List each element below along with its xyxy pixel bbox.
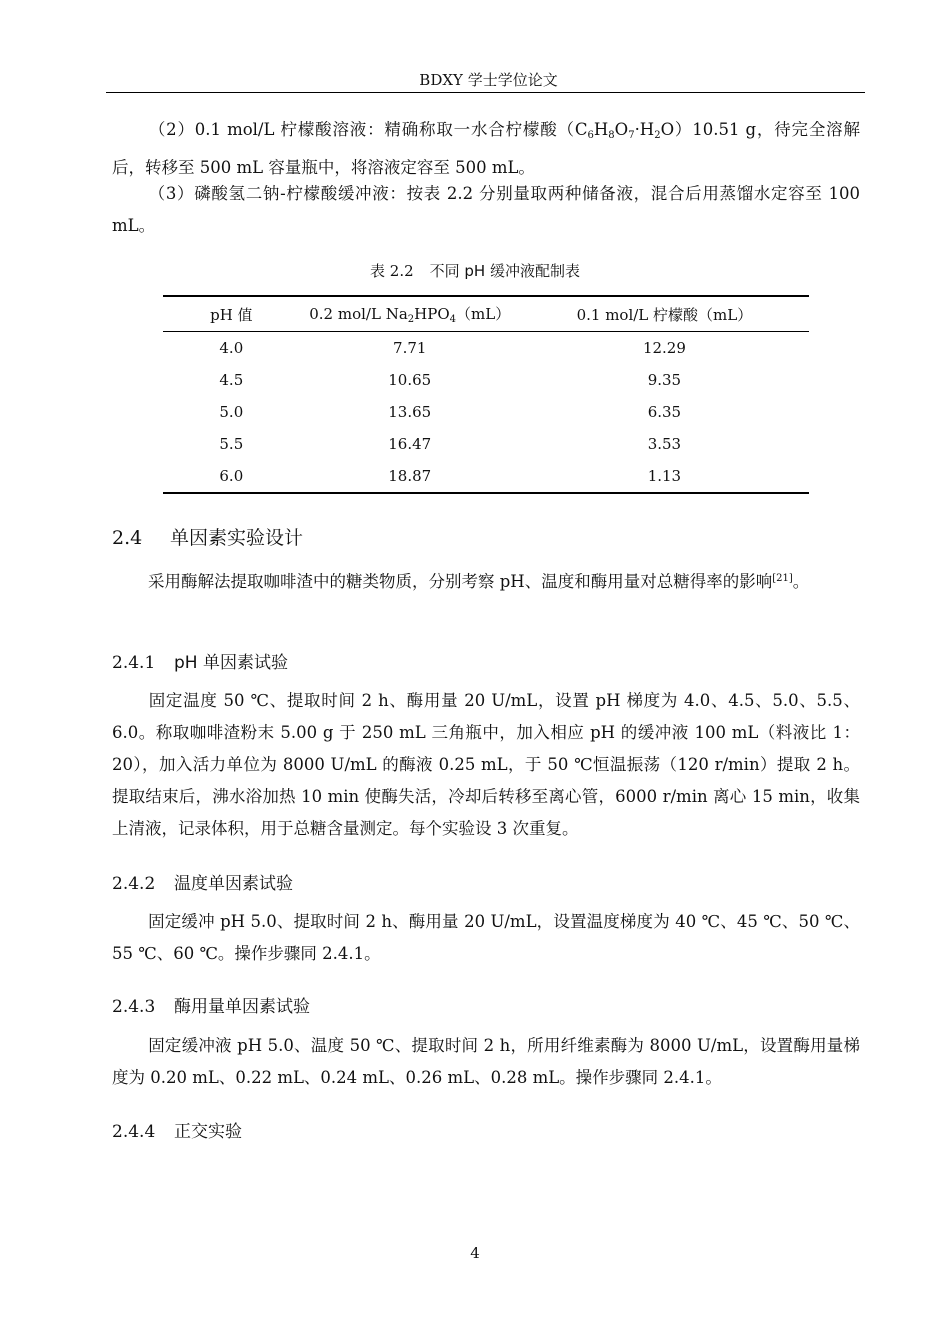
text-run: （mL） <box>456 305 511 323</box>
running-header: BDXY 学士学位论文 <box>419 71 558 89</box>
paragraph-2-4 <box>112 563 860 598</box>
header-citric-acid: 0.1 mol/L 柠檬酸（mL） <box>520 296 809 332</box>
text-run: 固定缓冲液 pH 5.0、温度 50 ℃、提取时间 2 h，所用纤维素酶为 8000 U/mL，设置酶用量梯度为 0.20 mL、0.22 mL、0.24 mL、0.26 mL、0.28 mL。操作步骤同 2.4.1。 <box>112 1036 860 1087</box>
subscript: 6 <box>587 130 594 141</box>
table-cell: 12.29 <box>642 339 686 357</box>
table-cell: 5.5 <box>219 435 244 453</box>
table-row <box>163 460 809 493</box>
section-title: 酶用量单因素试验 <box>174 997 310 1017</box>
section-heading-2-4-4 <box>112 1117 242 1142</box>
text-run: O <box>614 120 629 139</box>
text-run: H <box>593 120 609 139</box>
section-title: 单因素实验设计 <box>170 527 304 549</box>
section-title: 温度单因素试验 <box>174 874 293 894</box>
header-rule <box>106 92 865 93</box>
table-cell: 3.53 <box>647 435 682 453</box>
table-cell: 1.13 <box>520 460 809 493</box>
table-caption <box>0 260 950 281</box>
table-cell: 13.65 <box>388 403 432 421</box>
table-cell: 7.71 <box>393 339 427 357</box>
section-heading-2-4-2 <box>112 869 293 894</box>
text-run: （3）磷酸氢二钠-柠檬酸缓冲液：按表 2.2 分别量取两种储备液，混合后用蒸馏水定容至 100 mL。 <box>112 184 860 235</box>
table-cell: 6.0 <box>163 460 300 493</box>
table-row <box>163 364 809 396</box>
paragraph-buffer-preparation <box>112 178 860 242</box>
table-row <box>163 428 809 460</box>
table-caption-text: 不同 pH 缓冲液配制表 <box>429 262 580 280</box>
text-run: 固定温度 50 ℃、提取时间 2 h、酶用量 20 U/mL，设置 pH 梯度为 4.0、4.5、5.0、5.5、6.0。称取咖啡渣粉末 5.00 g 于 250 mL 三角瓶中，加入相应 pH 的缓冲液 100 mL（料液比 1：20），加入活力单位为 8000 U/mL 的酶液 0.25 mL，于 50 ℃恒温振荡（120 r/min）提取 2 h。提取结束后，沸水浴加热 10 min 使酶失活，冷却后转移至离心管，6000 r/min 离心 15 min，收集上清液，记录体积，用于总糖含量测定。每个实验设 3 次重复。 <box>112 691 860 838</box>
text-run: ·H <box>634 120 655 139</box>
header-na2hpo4 <box>300 296 520 332</box>
section-number: 2.4 <box>112 527 143 549</box>
subscript: 2 <box>654 130 661 141</box>
table-cell: 10.65 <box>388 371 432 389</box>
paragraph-citric-acid-solution <box>112 114 860 184</box>
section-number: 2.4.4 <box>112 1122 156 1142</box>
section-number: 2.4.2 <box>112 874 156 894</box>
table-cell: 4.0 <box>219 339 244 357</box>
text-run: （2）0.1 mol/L 柠檬酸溶液：精确称取一水合柠檬酸（C <box>148 120 588 139</box>
table-cell: 9.35 <box>647 371 682 389</box>
table-row <box>163 396 809 428</box>
subscript: 7 <box>628 130 635 141</box>
text-run: 采用酶解法提取咖啡渣中的糖类物质，分别考察 pH、温度和酶用量对总糖得率的影响 <box>148 572 773 591</box>
section-heading-2-4-3 <box>112 992 310 1017</box>
text-run: 固定缓冲 pH 5.0、提取时间 2 h、酶用量 20 U/mL，设置温度梯度为 40 ℃、45 ℃、50 ℃、55 ℃、60 ℃。操作步骤同 2.4.1。 <box>112 912 860 963</box>
text-run: 0.2 mol/L Na <box>309 305 408 323</box>
table-cell: 18.87 <box>300 460 520 493</box>
paragraph-2-4-1 <box>112 685 860 845</box>
table-row <box>163 332 809 365</box>
section-heading-2-4-1 <box>112 648 288 673</box>
text-run: HPO <box>414 305 450 323</box>
table-cell: 5.0 <box>219 403 244 421</box>
section-number: 2.4.1 <box>112 653 156 673</box>
section-number: 2.4.3 <box>112 997 156 1017</box>
text-run: 。 <box>792 572 810 591</box>
section-heading-2-4 <box>112 523 303 550</box>
table-cell: 16.47 <box>388 435 432 453</box>
page-number: 4 <box>470 1244 480 1262</box>
header-ph: pH 值 <box>163 296 300 332</box>
citation-ref: [21] <box>772 573 793 584</box>
subscript: 4 <box>449 314 457 325</box>
section-title: 正交实验 <box>174 1122 242 1142</box>
text-run: O）10.51 g，待完全溶解后，转移至 500 mL 容量瓶中，将溶液定容至 500 mL。 <box>112 120 860 177</box>
subscript: 2 <box>407 314 415 325</box>
table-caption-number: 表 2.2 <box>370 262 414 280</box>
table-header-row <box>163 296 809 332</box>
section-title: pH 单因素试验 <box>174 653 288 673</box>
table-cell: 4.5 <box>219 371 244 389</box>
paragraph-2-4-2 <box>112 906 860 970</box>
subscript: 8 <box>608 130 615 141</box>
table-cell: 6.35 <box>647 403 682 421</box>
buffer-table <box>163 295 809 494</box>
paragraph-2-4-3 <box>112 1030 860 1094</box>
